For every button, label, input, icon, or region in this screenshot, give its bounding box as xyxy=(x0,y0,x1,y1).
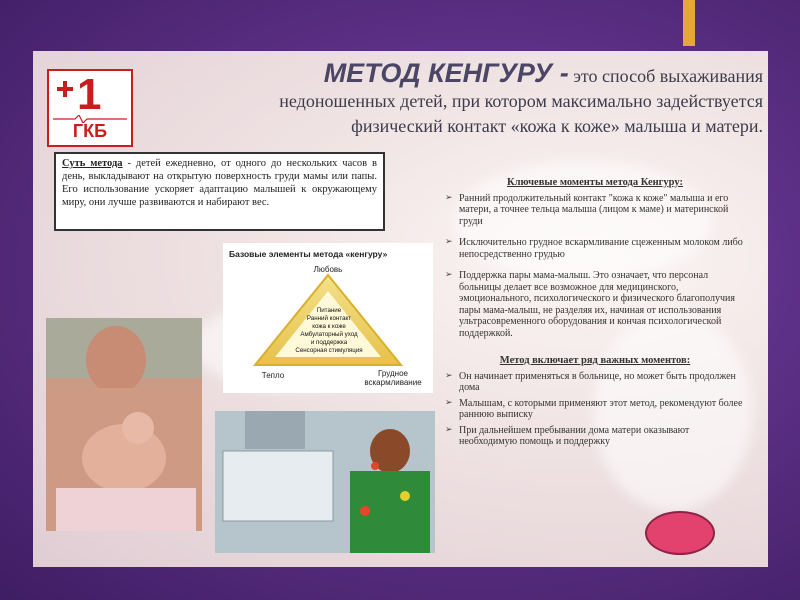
title-big: МЕТОД КЕНГУРУ - xyxy=(323,58,569,88)
page-title xyxy=(238,58,763,139)
hospital-logo xyxy=(47,69,133,147)
inner-item: Сенсорная стимуляция xyxy=(295,347,363,354)
triangle-right-label: Грудное вскармливание xyxy=(364,369,422,387)
elements-diagram xyxy=(223,243,433,393)
nav-oval-button[interactable] xyxy=(645,511,715,555)
slide xyxy=(33,51,768,567)
key-moments-list xyxy=(445,193,745,340)
title-line2: недоношенных детей, при котором максимально задействуется xyxy=(279,91,763,111)
list-item: ➢ Исключительно грудное вскармливание сцеженным молоком либо непосредственно грудью xyxy=(445,237,745,260)
essence-text: - детей ежедневно, от одного до нескольких часов в день, выкладывают на открытую поверхность груди мамы или папы. Его использование ускоряет адаптацию малышей к окружающему миру, они лучше развиваются и набирают вес. xyxy=(62,158,377,208)
list-item: ➢ Ранний продолжительный контакт "кожа к коже" малыша и его матери, а точнее тельца малыша (лицом к маме) и материнской груди xyxy=(445,193,745,228)
father-baby-illustration xyxy=(46,318,202,531)
diagram-caption: Базовые элементы метода «кенгуру» xyxy=(229,249,388,259)
photo-mother-in-ward xyxy=(215,411,435,553)
title-line1: это способ выхаживания xyxy=(568,66,763,86)
inner-item: Ранний контакт xyxy=(306,315,352,322)
inner-item: Амбулаторный уход xyxy=(300,331,358,338)
inner-item: кожа к коже xyxy=(312,323,346,330)
logo-abbr: ГКБ xyxy=(72,121,108,141)
list-item: ➢ Он начинает применяться в больнице, но может быть продолжен дома xyxy=(445,371,745,394)
list-item: ➢ При дальнейшем пребывании дома матери оказывают необходимую помощь и поддержку xyxy=(445,425,745,448)
method-includes-list xyxy=(445,371,745,448)
key-moments-section xyxy=(445,177,745,452)
list-item: ➢ Поддержка пары мама-малыш. Это означает, что персонал больницы делает все возможное для медицинского, эмоционального, психологического и физического благополучия пары мама-малыш, не разделяя их, начиная от использования ультрасовременного оборудования и кончая психологической поддержкой. xyxy=(445,270,745,339)
inner-item: Питание xyxy=(316,307,342,314)
medical-cross-icon xyxy=(57,81,73,97)
list-item: ➢ Малышам, с которыми применяют этот метод, рекомендуют более раннюю выписку xyxy=(445,398,745,421)
title-line3: физический контакт «кожа к коже» малыша и матери. xyxy=(351,116,763,136)
logo-number: 1 xyxy=(77,70,102,119)
method-essence-box xyxy=(54,152,385,231)
triangle-left-label: Тепло xyxy=(261,371,285,380)
triangle-inner-list xyxy=(279,307,379,355)
method-includes-heading: Метод включает ряд важных моментов: xyxy=(499,355,691,366)
inner-item: и поддержка xyxy=(310,339,348,346)
key-moments-heading: Ключевые моменты метода Кенгуру: xyxy=(507,177,683,188)
accent-bar xyxy=(683,0,695,46)
essence-heading: Суть метода xyxy=(62,158,123,169)
photo-father-with-baby xyxy=(46,318,202,531)
ward-illustration xyxy=(215,411,435,553)
triangle-top-label: Любовь xyxy=(313,265,343,274)
